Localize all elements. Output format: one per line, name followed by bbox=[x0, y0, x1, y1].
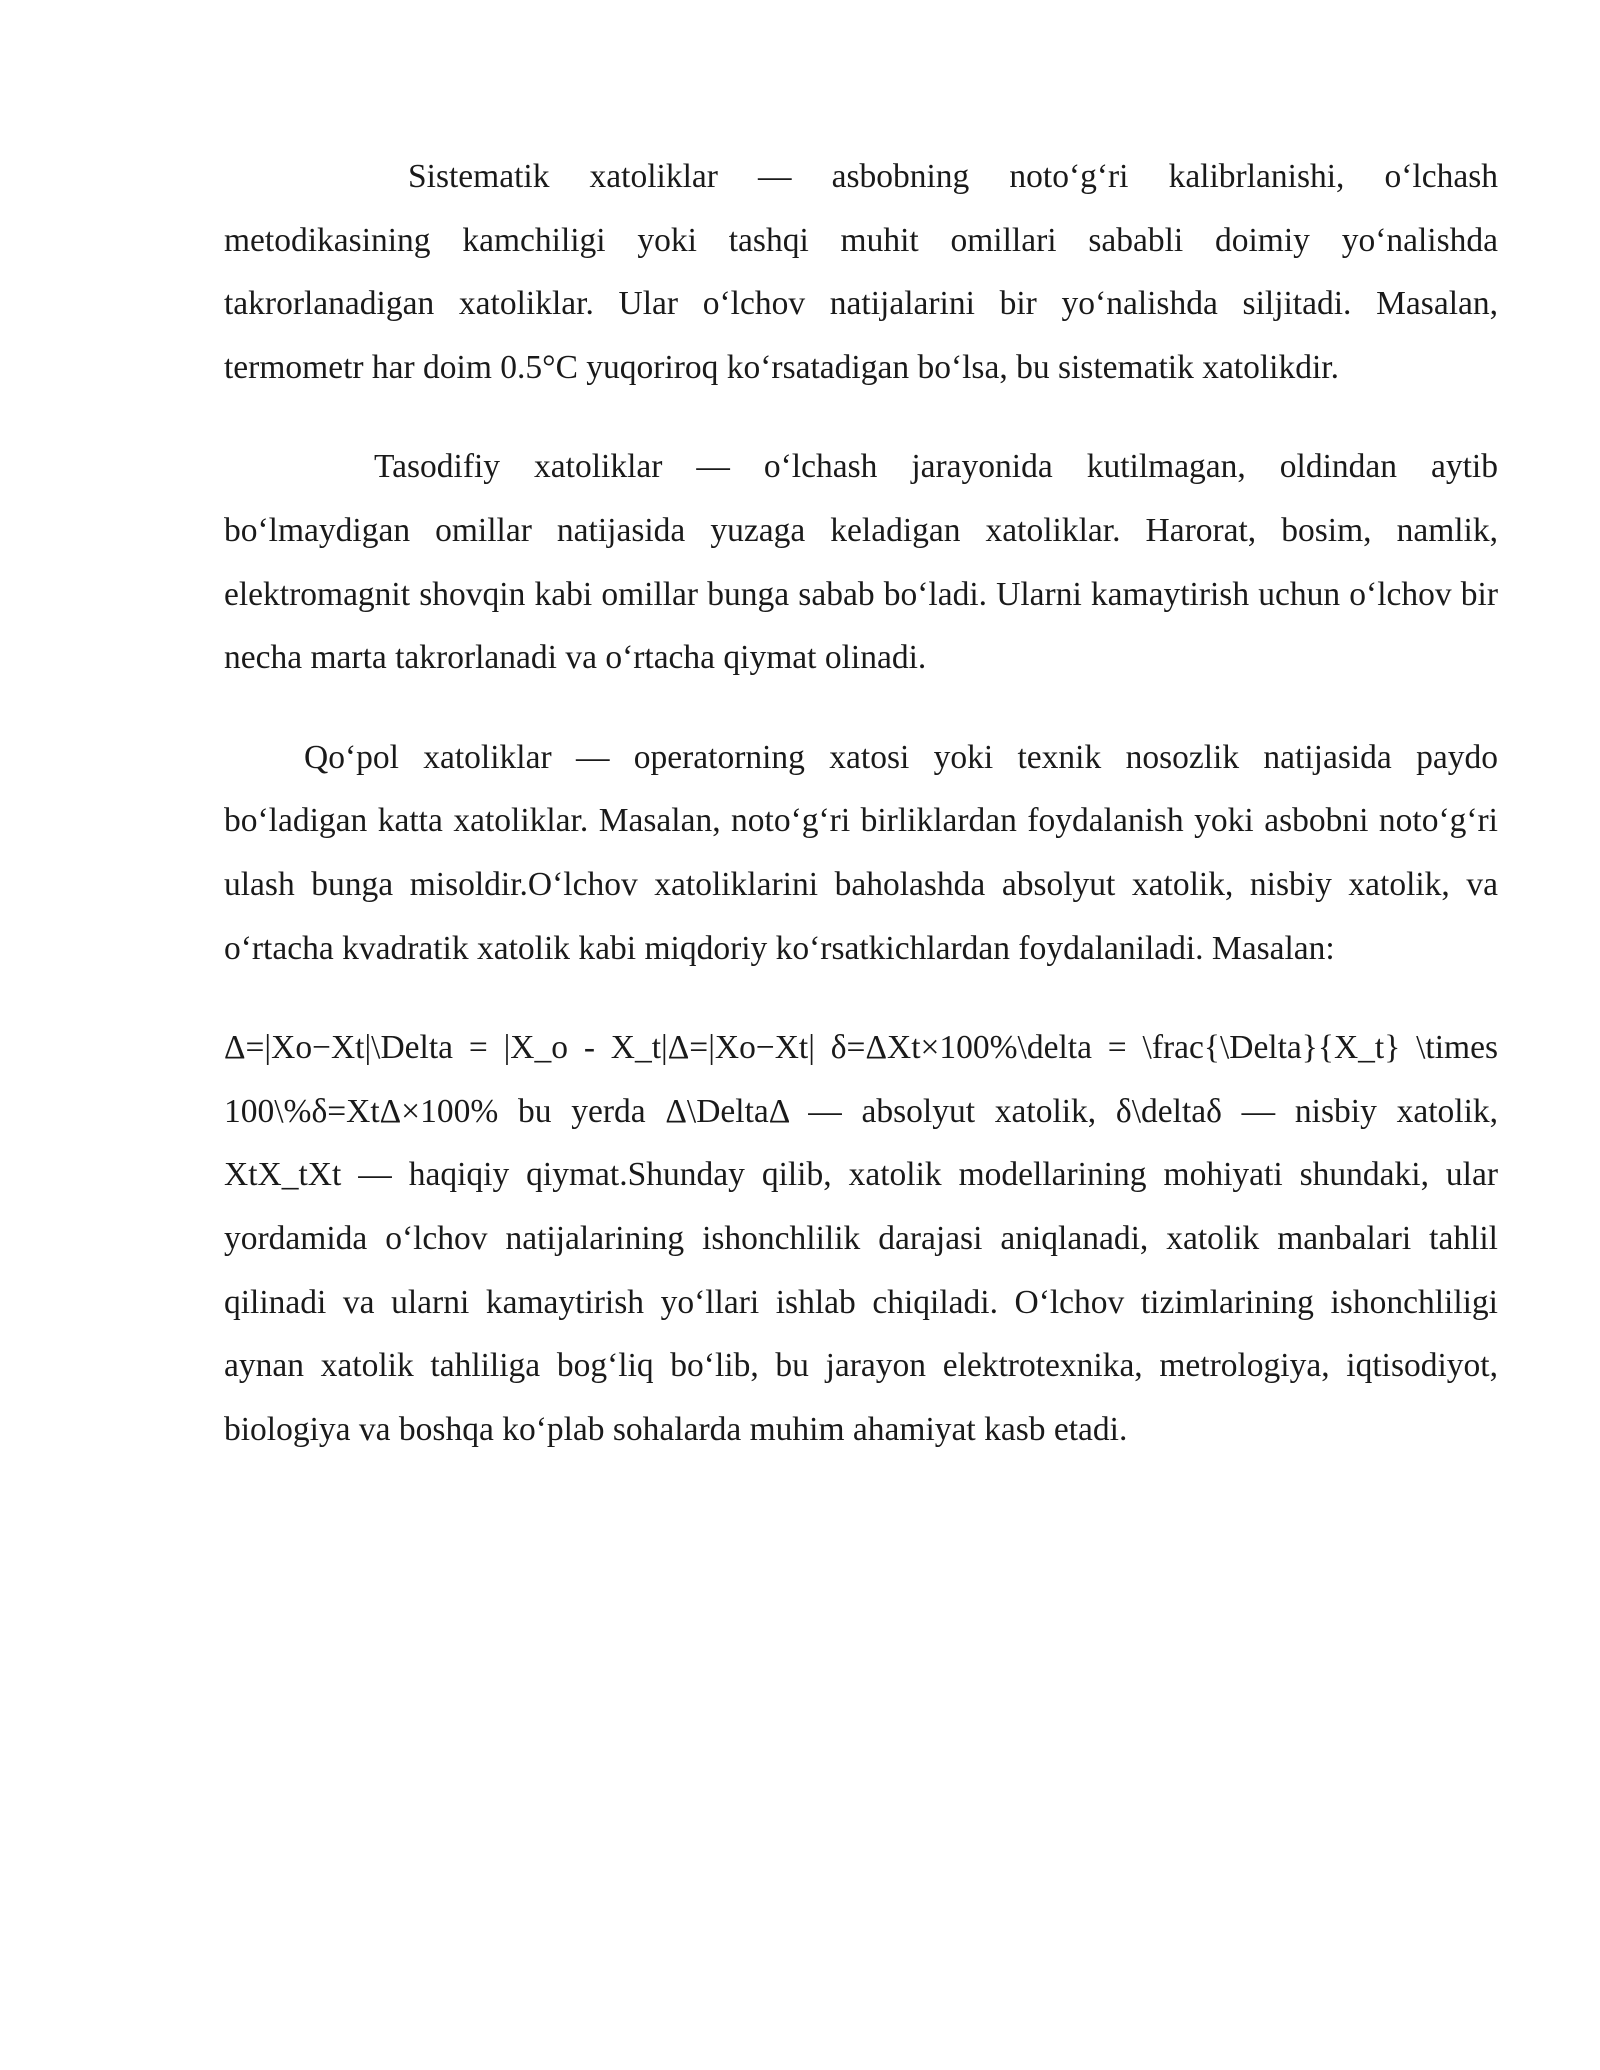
paragraph-gross-errors: Qo‘pol xatoliklar — operatorning xatosi yoki texnik nosozlik natijasida paydo bo‘ladigan katta xatoliklar. Masalan, noto‘g‘ri birliklardan foydalanish yoki asbobni noto‘g‘ri ulash bunga misoldir.O‘lchov xatoliklarini baholashda absolyut xatolik, nisbiy xatolik, va o‘rtacha kvadratik xatolik kabi miqdoriy ko‘rsatkichlardan foydalaniladi. Masalan: bbox=[224, 738, 1498, 967]
paragraph-systematic-errors: Sistematik xatoliklar — asbobning noto‘g‘ri kalibrlanishi, o‘lchash metodikasining kamchiligi yoki tashqi muhit omillari sababli doimiy yo‘nalishda takrorlanadigan xatoliklar. Ular o‘lchov natijalarini bir yo‘nalishda siljitadi. Masalan, termometr har doim 0.5°C yuqoriroq ko‘rsatadigan bo‘lsa, bu sistematik xatolikdir. bbox=[224, 158, 1498, 386]
paragraph-random-errors: Tasodifiy xatoliklar — o‘lchash jarayonida kutilmagan, oldindan aytib bo‘lmaydigan omillar natijasida yuzaga keladigan xatoliklar. Harorat, bosim, namlik, elektromagnit shovqin kabi omillar bunga sabab bo‘ladi. Ularni kamaytirish uchun o‘lchov bir necha marta takrorlanadi va o‘rtacha qiymat olinadi. bbox=[224, 448, 1498, 677]
document-body bbox=[224, 145, 1498, 1497]
paragraph-formulas-conclusion: Δ=|Xo−Xt|\Delta = |X_o - X_t|Δ=|Xo−Xt| δ=ΔXt×100%\delta = \frac{\Delta}{X_t} \times 100\%δ=XtΔ×100% bu yerda Δ\DeltaΔ — absolyut xatolik, δ\deltaδ — nisbiy xatolik, XtX_tXt — haqiqiy qiymat.Shunday qilib, xatolik modellarining mohiyati shundaki, ular yordamida o‘lchov natijalarining ishonchlilik darajasi aniqlanadi, xatolik manbalari tahlil qilinadi va ularni kamaytirish yo‘llari ishlab chiqiladi. O‘lchov tizimlarining ishonchliligi aynan xatolik tahliliga bog‘liq bo‘lib, bu jarayon elektrotexnika, metrologiya, iqtisodiyot, biologiya va boshqa ko‘plab sohalarda muhim ahamiyat kasb etadi. bbox=[224, 1029, 1498, 1448]
